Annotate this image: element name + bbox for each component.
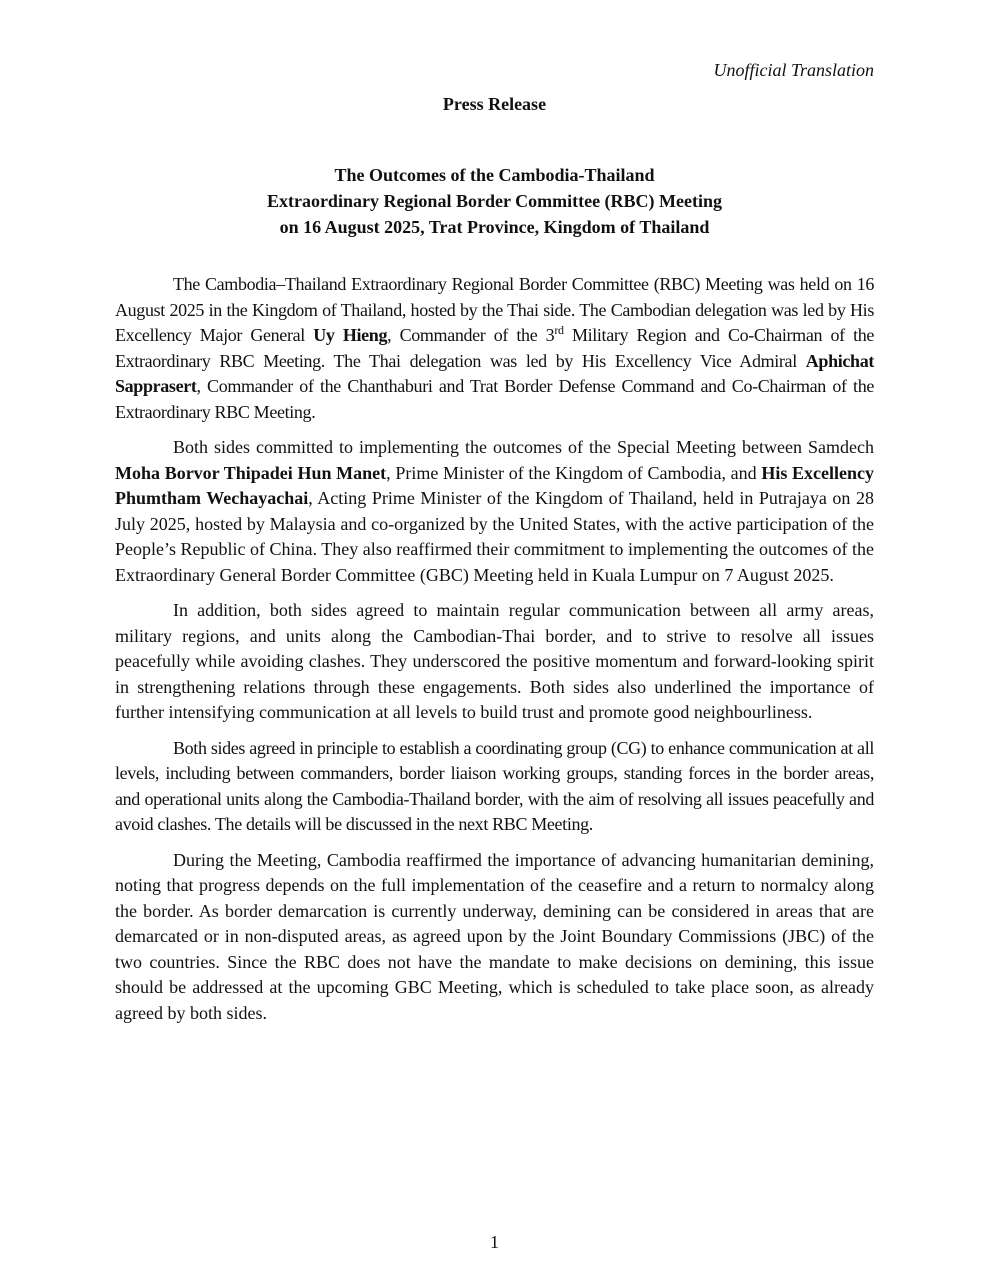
paragraph-1-text-b: , Commander of the 3 [387, 325, 555, 345]
paragraph-1-text-a: The Cambodia–Thailand Extraordinary Regional Border Committee (RBC) Meeting was held on 16 August 2025 in the Kingdom of Thailand, hosted by the Thai side. The Cambodian delegation was led by His Excellency Major General [115, 274, 874, 345]
paragraph-1-name-aphichat: Aphichat Sapprasert [115, 350, 874, 396]
paragraph-1-name-uy-hieng: Uy Hieng [313, 325, 388, 345]
paragraph-1 [115, 272, 874, 425]
paragraph-2-name-phumtham: His Excellency Phumtham Wechayachai [115, 462, 875, 508]
paragraph-1-text-d: , Commander of the Chanthaburi and Trat Border Defense Command and Co-Chairman of the Extraordinary RBC Meeting. [115, 376, 874, 422]
document-title [0, 162, 989, 240]
paragraph-2-text-c: , Acting Prime Minister of the Kingdom of Thailand, held in Putrajaya on 28 July 2025, hosted by Malaysia and co-organized by the United States, with the active participation of the People’s Republic of China. They also reaffirmed their commitment to implementing the outcomes of the Extraordinary General Border Committee (GBC) Meeting held in Kuala Lumpur on 7 August 2025. [115, 488, 874, 585]
title-line-1: The Outcomes of the Cambodia-Thailand [334, 165, 655, 185]
paragraph-5: During the Meeting, Cambodia reaffirmed the importance of advancing humanitarian demining, noting that progress depends on the full implementation of the ceasefire and a return to normalcy along the border. As border demarcation is currently underway, demining can be considered in areas that are demarcated or in non-disputed areas, as agreed upon by the Joint Boundary Commissions (JBC) of the two countries. Since the RBC does not have the mandate to make decisions on demining, this issue should be addressed at the upcoming GBC Meeting, which is scheduled to take place soon, as already agreed by both sides. [115, 849, 874, 1023]
paragraph-2 [115, 435, 874, 588]
paragraph-4: Both sides agreed in principle to establish a coordinating group (CG) to enhance communication at all levels, including between commanders, border liaison working groups, standing forces in the border areas, and operational units along the Cambodia-Thailand border, with the aim of resolving all issues peacefully and avoid clashes. The details will be discussed in the next RBC Meeting. [115, 737, 874, 834]
paragraph-2-name-hun-manet: Moha Borvor Thipadei Hun Manet [115, 462, 387, 483]
title-line-2: Extraordinary Regional Border Committee (RBC) Meeting [266, 191, 723, 211]
paragraph-3: In addition, both sides agreed to maintain regular communication between all army areas, military regions, and units along the Cambodian-Thai border, and to strive to resolve all issues peacefully while avoiding clashes. They underscored the positive momentum and forward-looking spirit in strengthening relations through these engagements. Both sides also underlined the importance of further intensifying communication at all levels to build trust and promote good neighbourliness. [115, 600, 874, 722]
press-release-heading: Press Release [442, 94, 547, 114]
paragraph-1-text-c: Military Region and Co-Chairman of the Extraordinary RBC Meeting. The Thai delegation was led by His Excellency Vice Admiral [115, 325, 875, 371]
page-number: 1 [490, 1232, 499, 1252]
title-line-3: on 16 August 2025, Trat Province, Kingdom of Thailand [279, 217, 710, 237]
translation-note: Unofficial Translation [713, 60, 874, 80]
document-body [115, 272, 874, 1036]
paragraph-2-text-a: Both sides committed to implementing the outcomes of the Special Meeting between Samdech [173, 437, 874, 457]
paragraph-1-ordinal-sup: rd [554, 323, 564, 337]
paragraph-2-text-b: , Prime Minister of the Kingdom of Cambodia, and [386, 462, 762, 483]
